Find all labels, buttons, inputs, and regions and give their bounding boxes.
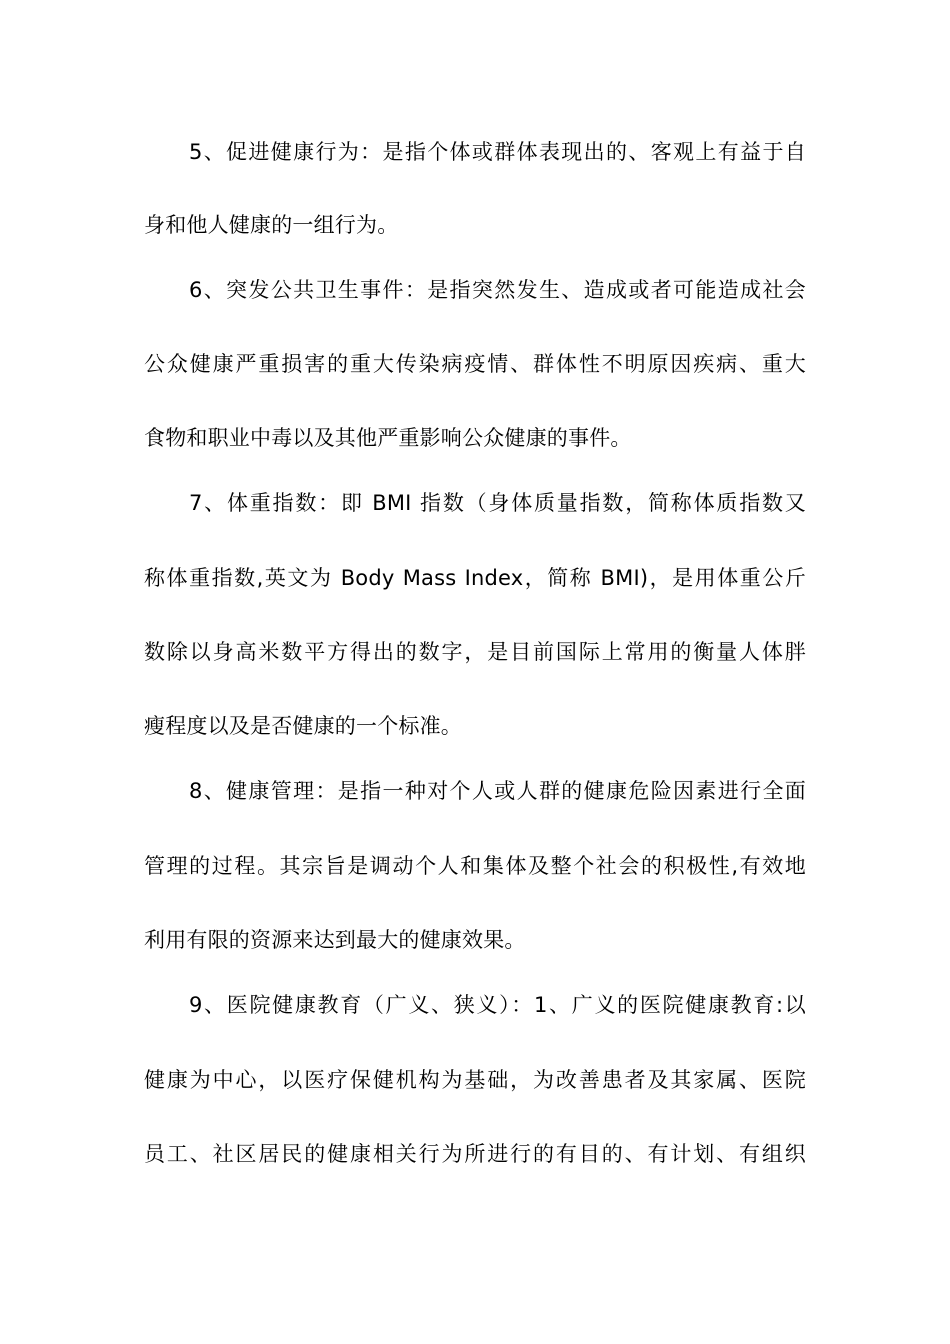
paragraph-9-line-3: 员工、社区居民的健康相关行为所进行的有目的、有计划、有组织	[144, 1142, 806, 1166]
paragraph-8-line-2: 管理的过程。其宗旨是调动个人和集体及整个社会的积极性,有效地	[144, 854, 806, 878]
paragraph-9-line-2: 健康为中心，以医疗保健机构为基础，为改善患者及其家属、医院	[144, 1068, 806, 1092]
paragraph-8-line-3: 利用有限的资源来达到最大的健康效果。	[144, 928, 526, 952]
paragraph-5-line-1: 5、促进健康行为：是指个体或群体表现出的、客观上有益于自	[189, 140, 806, 164]
paragraph-5-line-2: 身和他人健康的一组行为。	[144, 213, 399, 237]
paragraph-7-line-4: 瘦程度以及是否健康的一个标准。	[144, 714, 462, 738]
paragraph-9-line-1: 9、医院健康教育（广义、狭义）：1、广义的医院健康教育:以	[189, 993, 806, 1017]
paragraph-7-line-1: 7、体重指数：即 BMI 指数（身体质量指数，简称体质指数又	[189, 491, 806, 515]
paragraph-6-line-3: 食物和职业中毒以及其他严重影响公众健康的事件。	[144, 426, 632, 450]
paragraph-7-line-2: 称体重指数,英文为 Body Mass Index，简称 BMI)，是用体重公斤	[144, 566, 806, 590]
paragraph-8-line-1: 8、健康管理：是指一种对个人或人群的健康危险因素进行全面	[189, 779, 806, 803]
paragraph-6-line-2: 公众健康严重损害的重大传染病疫情、群体性不明原因疾病、重大	[144, 352, 806, 376]
paragraph-7-line-3: 数除以身高米数平方得出的数字，是目前国际上常用的衡量人体胖	[144, 640, 806, 664]
paragraph-6-line-1: 6、突发公共卫生事件：是指突然发生、造成或者可能造成社会	[189, 278, 806, 302]
